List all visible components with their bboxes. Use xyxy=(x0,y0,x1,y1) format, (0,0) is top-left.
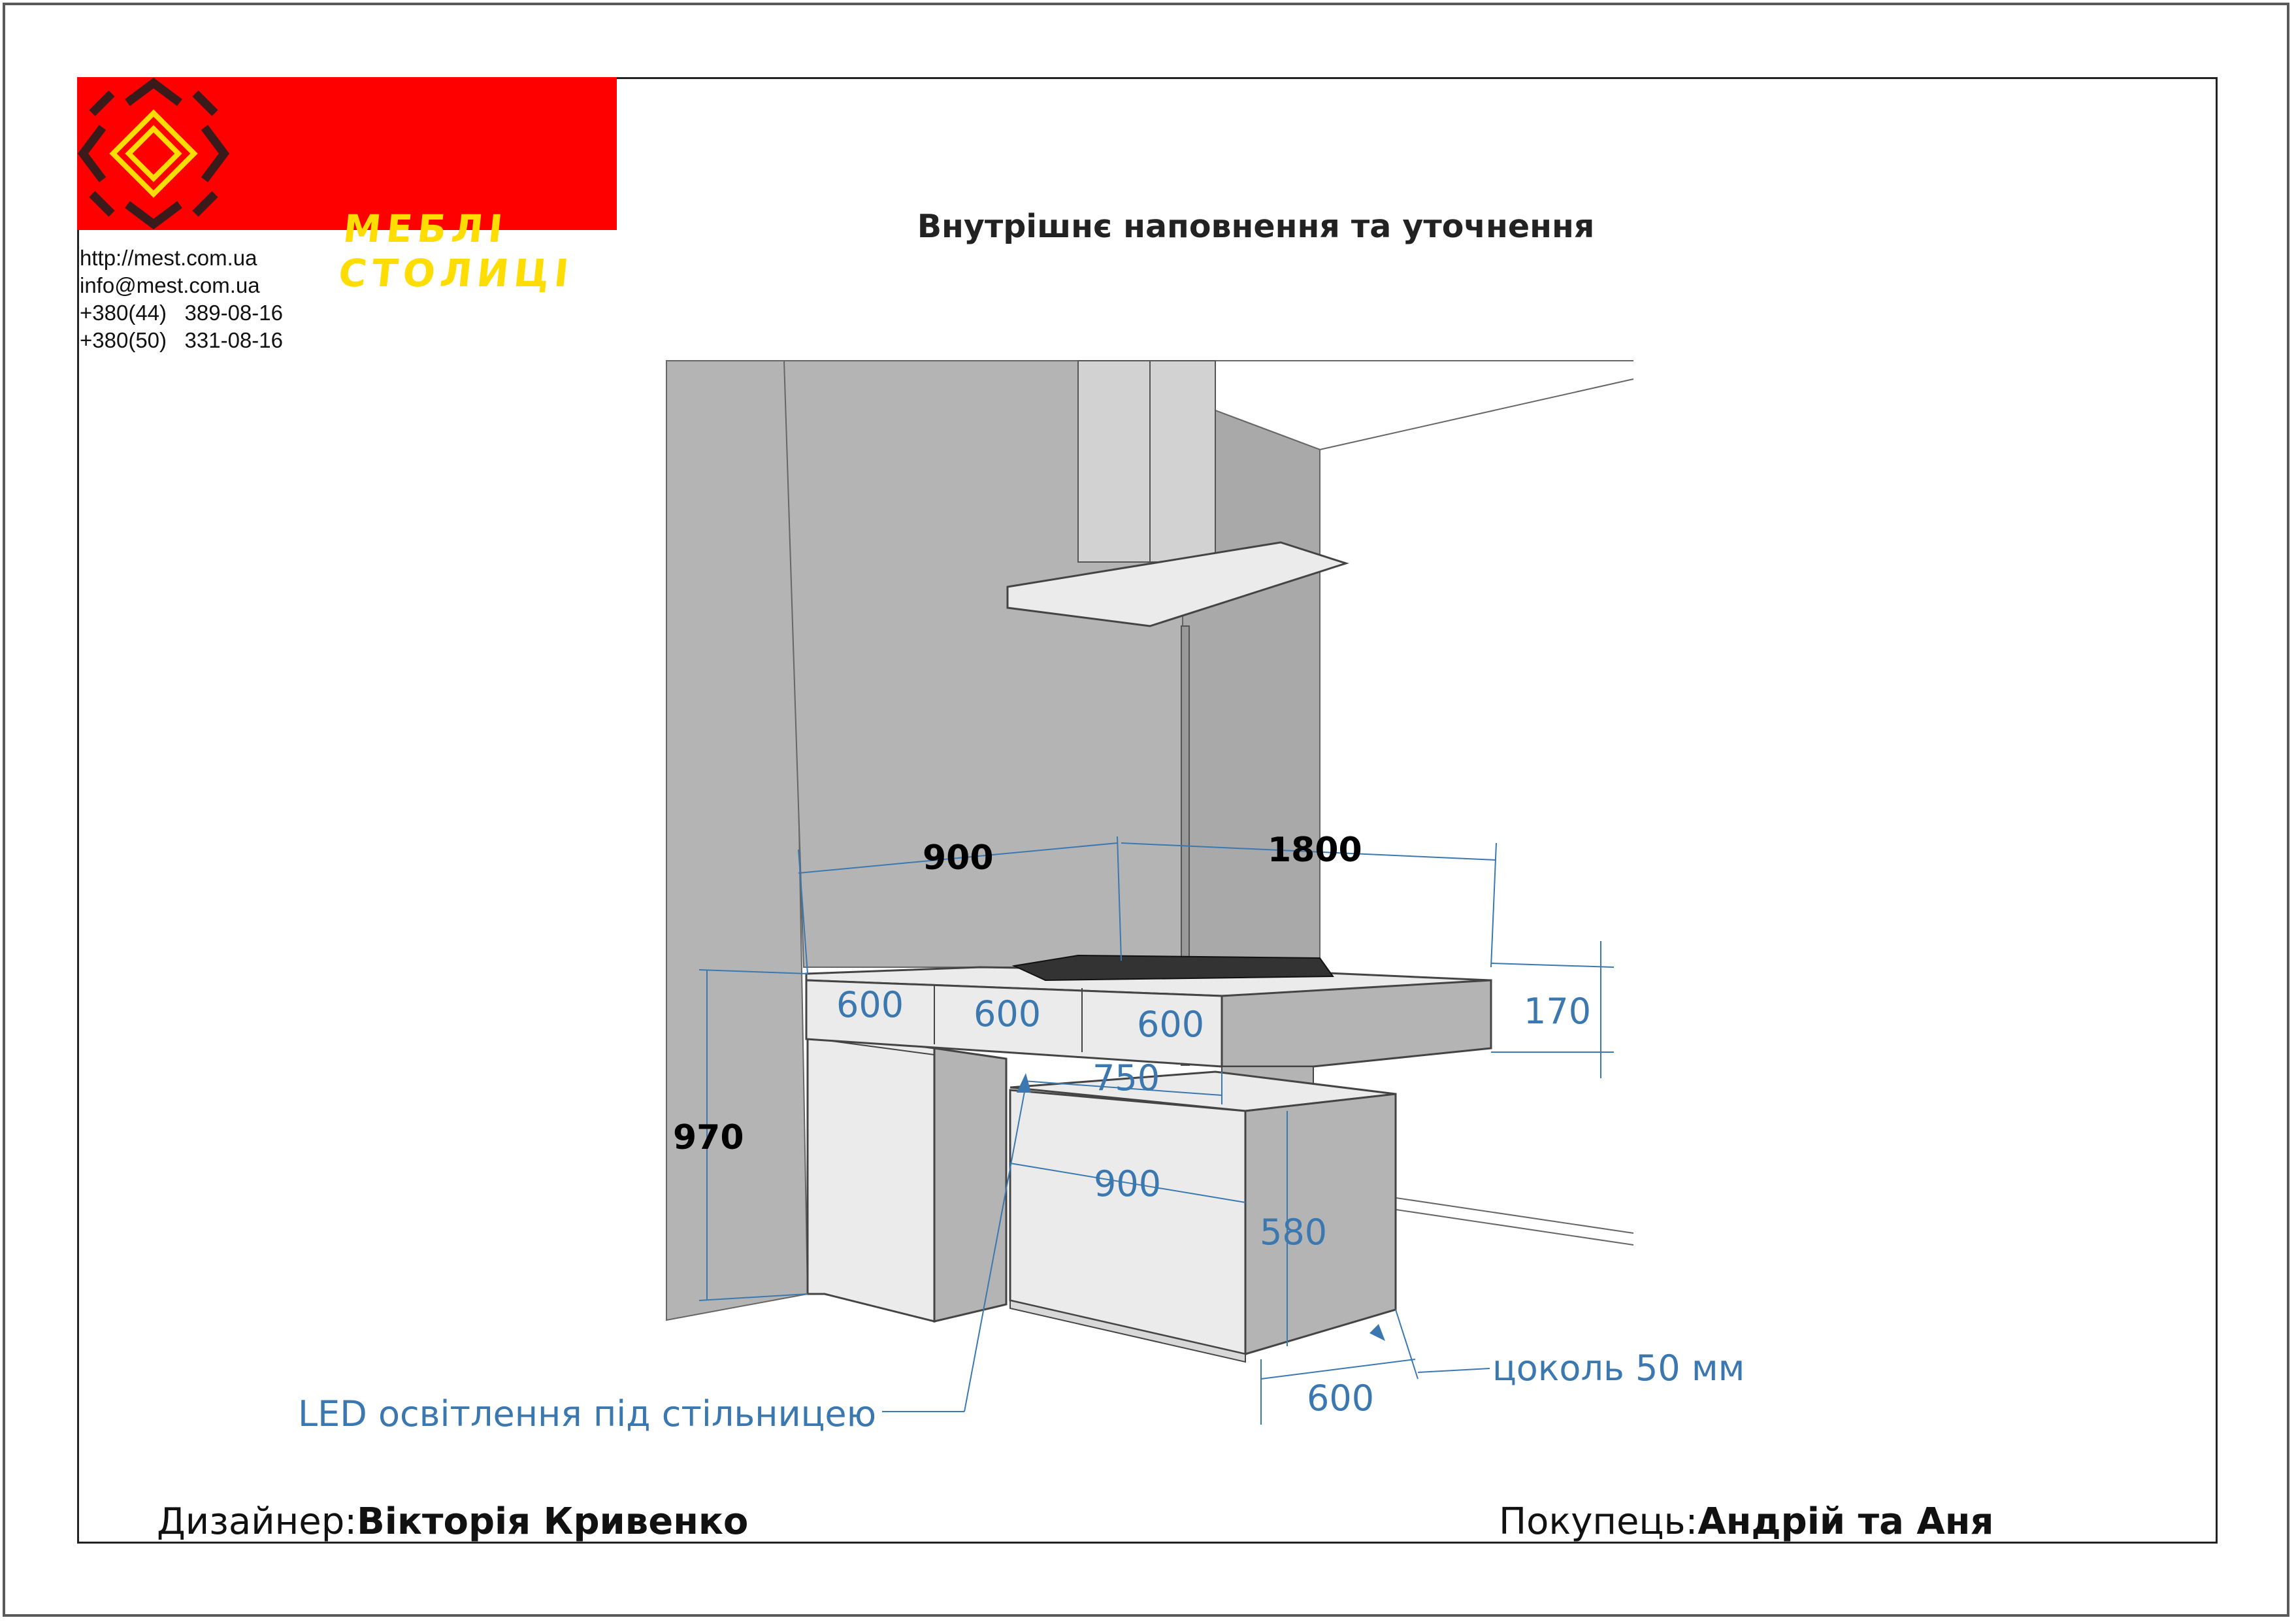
website-link[interactable]: http://mest.com.ua xyxy=(80,246,257,270)
hob xyxy=(1014,955,1333,980)
dim-top-right: 1800 xyxy=(1268,831,1362,870)
cabinet-left xyxy=(808,1031,934,1321)
phone-2: +380(50) 331-08-16 xyxy=(80,328,283,352)
dim-height-total: 970 xyxy=(673,1118,744,1157)
email-link[interactable]: info@mest.com.ua xyxy=(80,273,260,297)
page-title: Внутрішнє наповнення та уточнення xyxy=(917,208,1595,245)
dim-low-cabinet-height: 580 xyxy=(1260,1212,1328,1253)
plinth-arrow-icon xyxy=(1369,1324,1385,1341)
phone-1: +380(44) 389-08-16 xyxy=(80,301,283,325)
dim-drawer-3: 600 xyxy=(1137,1004,1205,1045)
led-arrow-icon xyxy=(1017,1073,1031,1093)
dim-low-cabinet-depth: 600 xyxy=(1307,1378,1375,1419)
worktop-side xyxy=(1222,980,1491,1067)
wall-left-panel xyxy=(666,361,808,1320)
buyer-name: Андрій та Аня xyxy=(1697,1500,1994,1543)
dim-top-left: 900 xyxy=(923,838,994,878)
wall-floor-line-2 xyxy=(1392,1197,1633,1233)
designer-label: Дизайнер: xyxy=(157,1500,357,1543)
cabinet-left-side xyxy=(934,1048,1006,1321)
dim-worktop-thickness: 170 xyxy=(1524,991,1592,1032)
ceiling-line-right xyxy=(1320,379,1633,450)
designer-name: Вікторія Кривенко xyxy=(357,1500,749,1543)
dim-drawer-1: 600 xyxy=(836,984,904,1025)
brand-name: МЕБЛІ СТОЛИЦІ xyxy=(336,207,576,295)
wall-floor-line xyxy=(1392,1209,1633,1245)
dim-low-cabinet-width: 900 xyxy=(1094,1163,1162,1204)
led-note: LED освітлення під стільницею xyxy=(298,1393,877,1434)
plinth-note: цоколь 50 мм xyxy=(1492,1348,1745,1389)
dim-drawer-2: 600 xyxy=(974,993,1041,1034)
buyer-credit xyxy=(1499,1500,1993,1543)
designer-credit xyxy=(157,1500,748,1543)
dim-gap-width: 750 xyxy=(1092,1057,1160,1099)
buyer-label: Покупець: xyxy=(1499,1500,1698,1543)
hood-chimney xyxy=(1078,361,1215,562)
